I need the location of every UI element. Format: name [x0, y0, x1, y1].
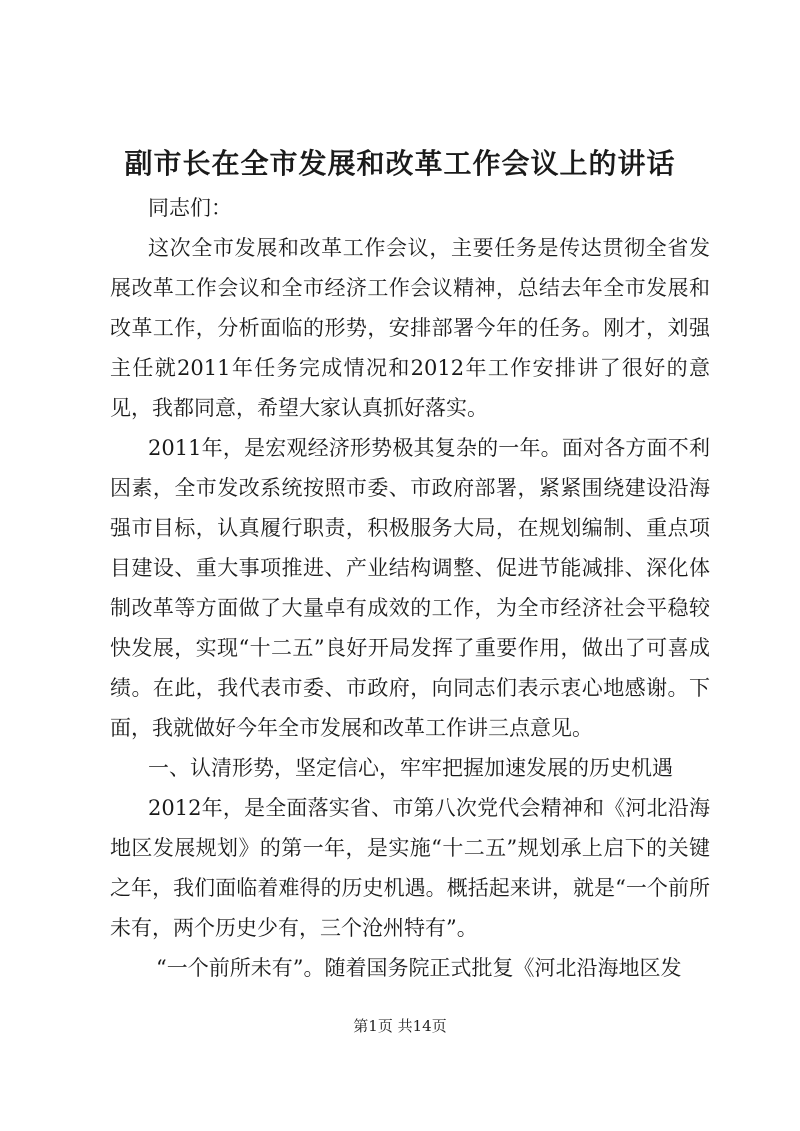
section-heading: 一、认清形势，坚定信心，牢牢把握加速发展的历史机遇 — [148, 756, 673, 780]
body-paragraph: 2012年，是全面落实省、市第八次党代会精神和《河北沿海地区发展规划》的第一年，是实施“十二五”规划承上启下的关键之年，我们面临着难得的历史机遇。概括起来讲，就是“一个前所未有，两个历史少有，三个沧州特有”。 — [110, 796, 710, 940]
body-paragraph: 2011年，是宏观经济形势极其复杂的一年。面对各方面不利因素，全市发改系统按照市委、市政府部署，紧紧围绕建设沿海强市目标，认真履行职责，积极服务大局，在规划编制、重点项目建设、重大事项推进、产业结构调整、促进节能减排、深化体制改革等方面做了大量卓有成效的工作，为全市经济社会平稳较快发展，实现“十二五”良好开局发挥了重要作用，做出了可喜成绩。在此，我代表市委、市政府，向同志们表示衷心地感谢。下面，我就做好今年全市发展和改革工作讲三点意见。 — [110, 436, 710, 740]
document-title: 副市长在全市发展和改革工作会议上的讲话 — [124, 147, 676, 180]
body-paragraph: “一个前所未有”。随着国务院正式批复《河北沿海地区发 — [156, 956, 682, 980]
salutation-paragraph: 同志们： — [148, 196, 232, 220]
body-paragraph: 这次全市发展和改革工作会议，主要任务是传达贯彻全省发展改革工作会议和全市经济工作会议精神，总结去年全市发展和改革工作，分析面临的形势，安排部署今年的任务。刚才，刘强主任就2011年任务完成情况和2012年工作安排讲了很好的意见，我都同意，希望大家认真抓好落实。 — [110, 236, 710, 420]
page-number-footer: 第1页 共14页 — [353, 1017, 447, 1035]
document-body — [110, 188, 710, 988]
